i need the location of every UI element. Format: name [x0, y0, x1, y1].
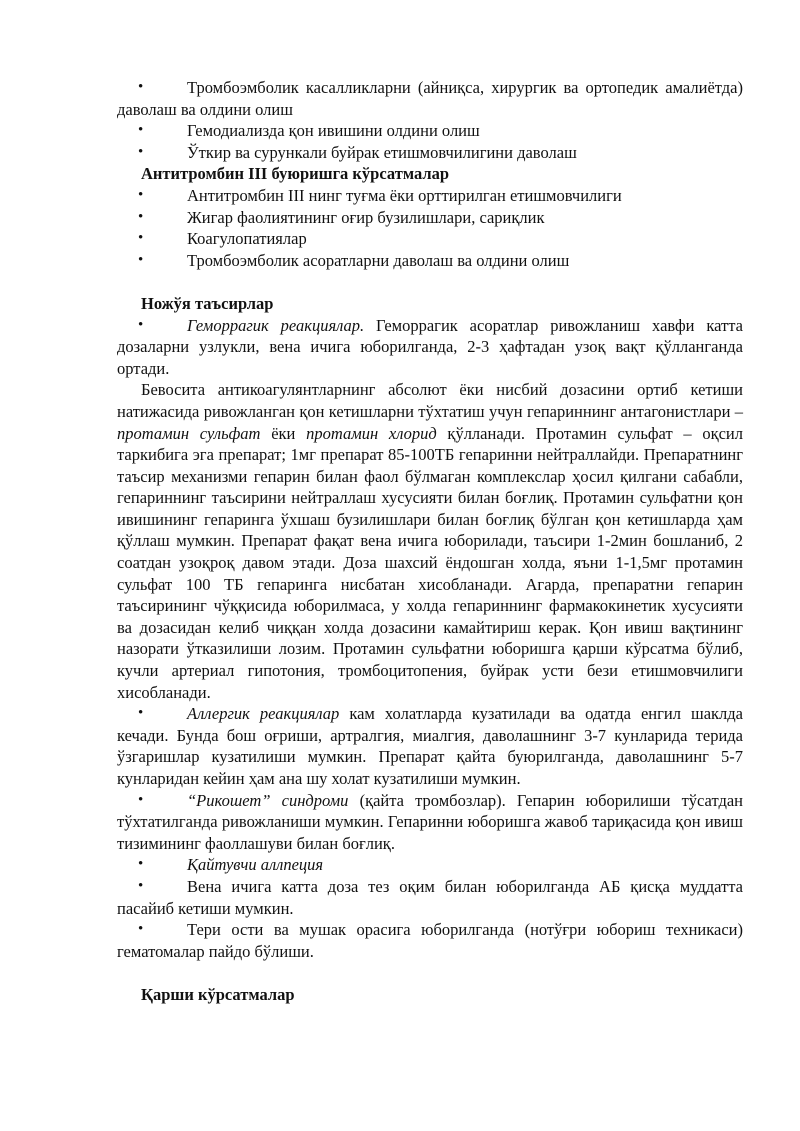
list-item-alopecia [117, 854, 743, 876]
bullet-icon: • [138, 143, 144, 160]
list-item: • Гемодиализда қон ивишини олдини олиш [138, 121, 480, 141]
list-item: • Жигар фаолиятининг оғир бузилишлари, сариқлик [138, 207, 545, 227]
bullet-icon: • [138, 186, 144, 203]
section-heading-side-effects: Ножўя таъсирлар [141, 293, 274, 313]
section-heading-antithrombin: Антитромбин III буюришга кўрсатмалар [141, 164, 450, 184]
term-hemorrhagic: Геморрагик реакциялар. [187, 315, 365, 335]
term-protamine-sulfate: протамин сульфат [117, 423, 261, 443]
list-item-rebound: • “Рикошет” синдроми (қайта тромбозлар). Гепарин юборилиши тўсатдан тўхтатилганда ривожланиши мумкин. Гепаринни юборишга жавоб тариқасида қон ивиш тизимининг фаоллашуви билан боғлиқ. [117, 790, 743, 853]
bullet-icon: • [138, 316, 144, 333]
term-rebound: “Рикошет” синдроми [187, 790, 349, 810]
bullet-icon: • [138, 122, 144, 139]
list-item: • Антитромбин III нинг туғма ёки орттирилган етишмовчилиги [138, 185, 622, 205]
spacer [117, 271, 743, 293]
list-item: • Ўткир ва сурункали буйрак етишмовчилигини даволаш [138, 142, 577, 162]
bullet-icon: • [138, 208, 144, 225]
paragraph-protamine: Бевосита антикоагулянтларнинг абсолют ёки нисбий дозасини ортиб кетиши натижасида ривожланган қон кетишларни тўхтатиш учун гепариннинг антагонистлари – протамин сульфат ёки протамин хлорид қўлланади. Протамин сульфат – оқсил таркибига эга препарат; 1мг препарат 85-100ТБ гепаринни нейтраллайди. Препаратнинг таъсир механизми гепарин билан фаол бўлмаган комплекслар ҳосил қилгани сабабли, гепариннинг таъсирини нейтраллаш хусусияти билан боғлиқ. Протамин сульфатни қон ивишининг гепаринга ўхшаш бузилишлари билан боғлиқ бўлган қон кетишларда ҳам қўллаш мумкин. Препарат фақат вена ичига юборилади, таъсири 1-2мин бошланиб, 2 соатдан узоқроқ давом этади. Доза шахсий ёндошган холда, яъни 1-1,5мг протамин сульфат 100 ТБ гепаринга нисбатан хисобланади. Агарда, препаратни гепарин таъсирининг чўққисида юборилмаса, у холда гепариннинг фармакокинетик хусусияти ва дозасидан келиб чиққан холда дозасини камайтириш керак. Қон ивиш вақтининг назорати ўтказилиши лозим. Протамин сульфатни юборишга қарши кўрсатма бўлиб, кучли артериал гипотония, тромбоцитопения, буйрак усти бези етишмовчилиги хисобланади. [117, 380, 743, 702]
term-protamine-chloride: протамин хлорид [306, 423, 437, 443]
bullet-icon: • [138, 791, 144, 808]
list-item: • Тромбоэмболик асоратларни даволаш ва олдини олиш [138, 250, 570, 270]
bullet-icon: • [138, 877, 144, 894]
list-item: • Тромбоэмболик касалликларни (айниқса, хирургик ва ортопедик амалиётда) даволаш ва олдини олиш [117, 78, 743, 119]
term-allergic: Аллергик реакциялар [187, 704, 340, 724]
list-item-hemorrhagic: • Геморрагик реакциялар. Геморрагик асоратлар ривожланиш хавфи катта дозаларни узлукли, вена ичига юборилганда, 2-3 ҳафтадан узоқ вақт қўлланганда ортади. [117, 315, 743, 378]
list-item: • Коагулопатиялар [138, 229, 307, 249]
term-alopecia: Қайтувчи аллпеция [187, 855, 324, 875]
list-item-hematoma: • Тери ости ва мушак орасига юборилганда (нотўғри юбориш техникаси) гематомалар пайдо бўлиши. [117, 920, 743, 961]
bullet-icon: • [138, 921, 144, 938]
bullet-icon: • [138, 79, 144, 95]
document-page [117, 77, 743, 1006]
section-heading-contraindications: Қарши кўрсатмалар [141, 984, 295, 1004]
bullet-icon: • [138, 230, 144, 247]
list-item-allergic: • Аллергик реакциялар кам холатларда кузатилади ва одатда енгил шаклда кечади. Бунда бош оғриши, артралгия, миалгия, даволашнинг 3-7 кунларида терида ўзгаришлар кузатилиши мумкин. Препарат қайта буюрилганда, даволашнинг 5-7 кунларидан кейин ҳам ана шу холат кузатилиши мумкин. [117, 704, 743, 788]
bullet-icon: • [138, 705, 144, 722]
list-item-iv: • Вена ичига катта доза тез оқим билан юборилганда АБ қисқа муддатта пасайиб кетиши мумкин. [117, 876, 743, 918]
bullet-icon: • [138, 856, 144, 873]
bullet-icon: • [138, 251, 144, 268]
spacer [117, 962, 743, 984]
